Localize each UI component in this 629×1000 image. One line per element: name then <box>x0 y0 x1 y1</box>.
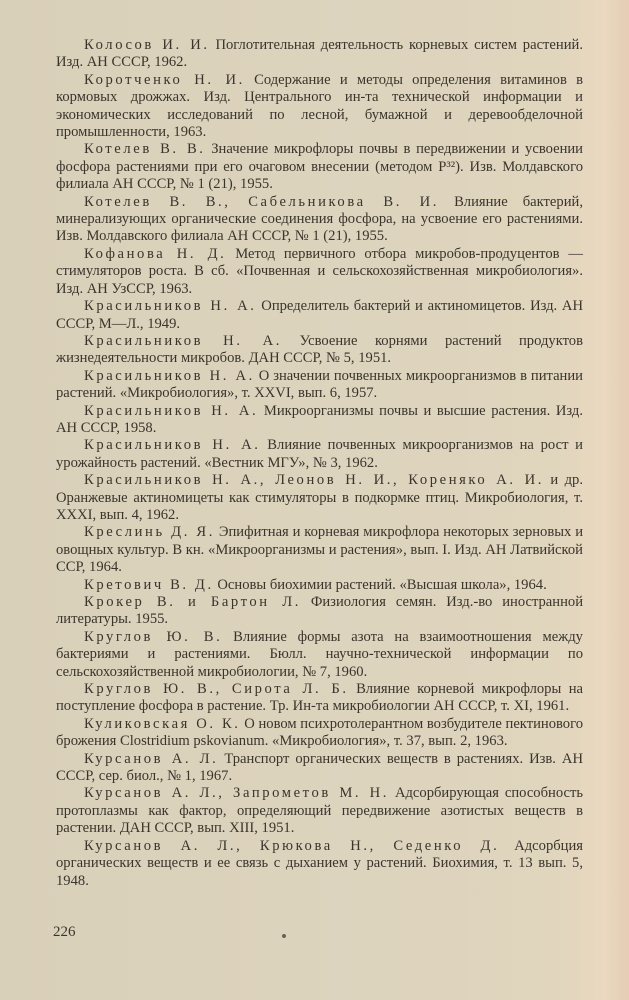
entry-authors: Колосов И. И. <box>84 37 210 53</box>
entry-text: Влияние бактерий, минерализующих органические соединения фосфора, на усвоение его растениями. Изв. Молдавского филиала АН СССР, № 1 (21), 1955. <box>56 193 583 245</box>
entry-text: Адсорбирующая способность протоплазмы как фактор, определяющий передвижение азотистых веществ в растении. ДАН СССР, вып. XIII, 1951. <box>56 785 583 837</box>
bibliography-entry <box>56 524 583 576</box>
entry-authors: Красильников Н. А., Леонов Н. И., Кореняко А. И. <box>84 472 545 489</box>
entry-text: Метод первичного отбора микробов-продуцентов — стимуляторов роста. В сб. «Почвенная и сельскохозяйственная микробиология». Изд. АН УзССР, 1963. <box>56 245 583 297</box>
entry-text: Поглотительная деятельность корневых систем растений. Изд. АН СССР, 1962. <box>56 37 583 71</box>
entry-text: Содержание и методы определения витаминов в кормовых дрожжах. Изд. Центрального ин-та технической информации и экономических исследований по лесной, бумажной и деревообделочной промышленности, 1963. <box>56 71 584 141</box>
bibliography-entry <box>56 37 583 72</box>
entry-text: Эпифитная и корневая микрофлора некоторых зерновых и овощных культур. В кн. «Микроорганизмы и растения», вып. I. Изд. АН Латвийской ССР, 1964. <box>56 524 584 576</box>
bibliography-entry <box>56 681 583 716</box>
entry-authors: Курсанов А. Л., Крюкова Н., Седенко Д. <box>84 837 500 854</box>
bibliography-entry <box>56 141 583 193</box>
entry-authors: Креслинь Д. Я. <box>84 524 215 541</box>
page-number: 226 <box>53 924 76 940</box>
entry-authors: Красильников Н. А. <box>84 367 255 384</box>
entry-text: Основы биохимии растений. «Высшая школа», 1964. <box>217 576 547 593</box>
bibliography-entry <box>56 246 583 298</box>
entry-authors: Куликовская О. К. <box>84 715 241 732</box>
bibliography-list <box>56 37 583 890</box>
bibliography-entry <box>56 298 583 333</box>
entry-text: Определитель бактерий и актиномицетов. Изд. АН СССР, М—Л., 1949. <box>56 298 583 332</box>
bibliography-entry <box>56 72 583 142</box>
entry-text: Значение микрофлоры почвы в передвижении и усвоении фосфора растениями при его очаговом внесении (методом P³²). Изв. Молдавского филиала АН СССР, № 1 (21), 1955. <box>56 141 583 193</box>
entry-authors: Красильников Н. А. <box>84 402 259 419</box>
entry-text: Адсорбция органических веществ и ее связь с дыханием у растений. Биохимия, т. 13 вып. 5, 1948. <box>56 837 583 889</box>
bibliography-entry <box>56 629 583 681</box>
entry-authors: Курсанов А. Л., Запрометов М. Н. <box>84 785 390 802</box>
entry-text: О новом психротолерантном возбудителе пектинового брожения Clostridium pskovianum. «Микробиология», т. 37, вып. 2, 1963. <box>56 715 583 750</box>
entry-text: Транспорт органических веществ в растениях. Изв. АН СССР, сер. биол., № 1, 1967. <box>56 750 583 785</box>
entry-text: О значении почвенных микроорганизмов в питании растений. «Микробиология», т. XXVI, вып. 6, 1957. <box>56 367 583 402</box>
print-speck <box>282 934 286 938</box>
entry-authors: Красильников Н. А. <box>84 437 261 454</box>
entry-text: Влияние почвенных микроорганизмов на рост и урожайность растений. «Вестник МГУ», № 3, 1962. <box>56 437 583 471</box>
entry-authors: Красильников Н. А. <box>84 332 283 349</box>
entry-authors: Коротченко Н. И. <box>84 71 245 88</box>
entry-authors: Круглов Ю. В. <box>84 628 223 645</box>
bibliography-entry <box>56 838 583 890</box>
entry-authors: Котелев В. В., Сабельникова В. И. <box>84 193 439 210</box>
entry-text: Физиология семян. Изд.-во иностранной литературы. 1955. <box>56 594 584 628</box>
entry-authors: Курсанов А. Л. <box>84 750 219 767</box>
bibliography-entry <box>56 368 583 403</box>
bibliography-entry <box>56 472 583 524</box>
entry-authors: Кретович В. Д. <box>84 576 214 593</box>
entry-text: и др. Оранжевые актиномицеты как стимуляторы в подкормке птиц. Микробиология, т. XXXI, вып. 4, 1962. <box>56 472 583 523</box>
entry-authors: Красильников Н. А. <box>84 298 257 315</box>
bibliography-entry <box>56 594 583 629</box>
bibliography-entry <box>56 403 583 438</box>
bibliography-entry <box>56 785 583 837</box>
entry-authors: Котелев В. В. <box>84 141 206 158</box>
entry-text: Микроорганизмы почвы и высшие растения. Изд. АН СССР, 1958. <box>56 402 583 436</box>
bibliography-entry <box>56 194 583 246</box>
entry-authors: Круглов Ю. В., Сирота Л. Б. <box>84 681 349 698</box>
bibliography-entry <box>56 716 583 751</box>
entry-authors: Кофанова Н. Д. <box>84 245 227 262</box>
entry-authors: Крокер В. и Бартон Л. <box>84 594 301 610</box>
bibliography-entry <box>56 437 583 472</box>
entry-text: Влияние формы азота на взаимоотношения между бактериями и растениями. Бюлл. научно-технической информации по сельскохозяйственной микробиологии, № 7, 1960. <box>56 628 583 680</box>
bibliography-entry <box>56 577 583 594</box>
bibliography-entry <box>56 333 583 368</box>
entry-text: Влияние корневой микрофлоры на поступление фосфора в растение. Тр. Ин-та микробиологии АН СССР, т. XI, 1961. <box>56 681 583 715</box>
entry-text: Усвоение корнями растений продуктов жизнедеятельности микробов. ДАН СССР, № 5, 1951. <box>56 332 583 367</box>
bibliography-entry <box>56 751 583 786</box>
